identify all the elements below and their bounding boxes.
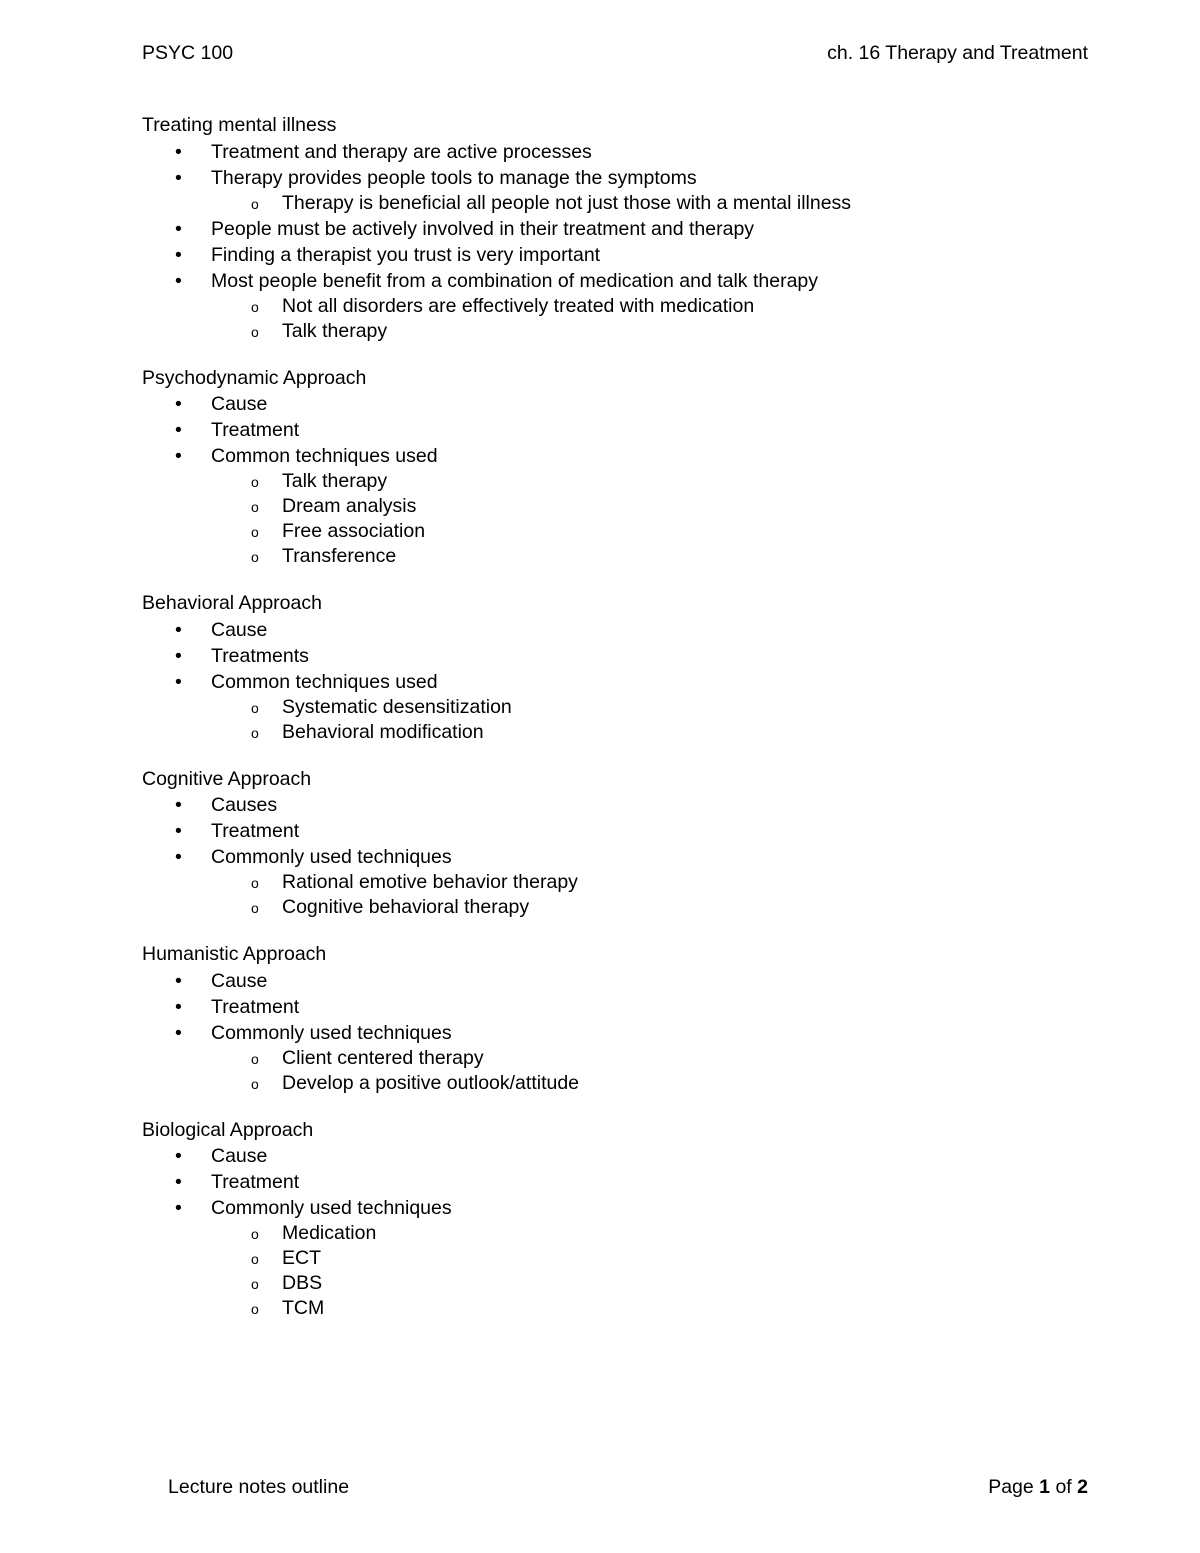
sub-bullet-text: Not all disorders are effectively treated with medication <box>282 294 755 317</box>
footer-label: Lecture notes outline <box>168 1476 350 1498</box>
sub-bullet-list <box>211 294 1088 344</box>
sub-bullet-text: Dream analysis <box>282 495 417 517</box>
sub-bullet-item <box>142 1221 1088 1246</box>
bullet-icon: • <box>175 166 182 189</box>
sub-bullet-icon: o <box>251 474 259 490</box>
sub-bullet-item <box>142 1046 1088 1071</box>
bullet-icon: • <box>175 217 182 240</box>
bullet-text: Treatments <box>211 644 309 667</box>
sub-bullet-icon: o <box>251 1226 259 1242</box>
sub-bullet-item <box>142 1271 1088 1296</box>
bullet-icon: • <box>175 644 182 667</box>
sub-bullet-text: Free association <box>282 520 426 542</box>
bullet-list <box>142 617 1088 745</box>
section-title: Humanistic Approach <box>142 943 327 965</box>
page-total: 2 <box>1077 1476 1088 1498</box>
bullet-item <box>142 643 1088 669</box>
bullet-text: Cause <box>211 393 268 415</box>
bullet-icon: • <box>175 1145 182 1167</box>
page-current: 1 <box>1039 1476 1051 1498</box>
sub-bullet-text: Medication <box>282 1222 377 1244</box>
sub-bullet-item <box>142 870 1088 895</box>
sub-bullet-list <box>211 695 1088 745</box>
bullet-item <box>142 268 1088 344</box>
sub-bullet-text: Therapy is beneficial all people not just those with a mental illness <box>282 191 852 214</box>
bullet-item <box>142 1195 1088 1321</box>
sub-bullet-item <box>142 1246 1088 1271</box>
page-prefix: Page <box>988 1476 1040 1498</box>
bullet-icon: • <box>175 1171 182 1193</box>
bullet-item <box>142 818 1088 844</box>
sub-bullet-list <box>211 191 1088 216</box>
chapter-title: ch. 16 Therapy and Treatment <box>827 42 1088 64</box>
bullet-text: Commonly used techniques <box>211 846 452 868</box>
sub-bullet-text: Client centered therapy <box>282 1046 484 1069</box>
sub-bullet-icon: o <box>251 549 259 565</box>
bullet-text: Commonly used techniques <box>211 1021 452 1044</box>
sub-bullet-text: TCM <box>282 1297 325 1319</box>
bullet-item <box>142 968 1088 994</box>
sub-bullet-icon: o <box>251 323 259 340</box>
bullet-icon: • <box>175 1197 182 1219</box>
bullet-item <box>142 242 1088 268</box>
outline-section <box>142 366 1088 570</box>
sub-bullet-icon: o <box>251 298 259 315</box>
bullet-list <box>142 391 1088 569</box>
bullet-item <box>142 165 1088 216</box>
sub-bullet-text: DBS <box>282 1272 323 1294</box>
bullet-text: Common techniques used <box>211 445 438 467</box>
section-title: Biological Approach <box>142 1118 314 1141</box>
sub-bullet-icon: o <box>251 875 259 891</box>
sub-bullet-item <box>142 895 1088 920</box>
sub-bullet-text: Rational emotive behavior therapy <box>282 871 578 893</box>
sub-bullet-text: Systematic desensitization <box>282 695 512 718</box>
bullet-text: Cause <box>211 1145 268 1167</box>
bullet-text: Causes <box>211 794 278 816</box>
sub-bullet-item <box>142 191 1088 216</box>
bullet-icon: • <box>175 618 182 641</box>
sub-bullet-text: Develop a positive outlook/attitude <box>282 1071 580 1094</box>
sub-bullet-item <box>142 695 1088 720</box>
bullet-text: Treatment <box>211 419 300 441</box>
sub-bullet-item <box>142 519 1088 544</box>
bullet-text: People must be actively involved in their treatment and therapy <box>211 217 755 240</box>
bullet-list <box>142 139 1088 344</box>
bullet-icon: • <box>175 995 182 1018</box>
sub-bullet-list <box>211 1221 1088 1321</box>
bullet-icon: • <box>175 670 182 693</box>
sub-bullet-icon: o <box>251 524 259 540</box>
bullet-text: Cause <box>211 618 268 641</box>
bullet-icon: • <box>175 846 182 868</box>
bullet-text: Treatment <box>211 995 300 1018</box>
bullet-icon: • <box>175 794 182 816</box>
bullet-item <box>142 1169 1088 1195</box>
bullet-item <box>142 792 1088 818</box>
bullet-item <box>142 216 1088 242</box>
sub-bullet-text: Behavioral modification <box>282 720 484 743</box>
bullet-icon: • <box>175 393 182 415</box>
bullet-icon: • <box>175 445 182 467</box>
bullet-item <box>142 1020 1088 1096</box>
sub-bullet-item <box>142 1296 1088 1321</box>
bullet-text: Treatment <box>211 820 300 842</box>
bullet-icon: • <box>175 1021 182 1044</box>
sub-bullet-item <box>142 544 1088 569</box>
bullet-list <box>142 1143 1088 1321</box>
bullet-item <box>142 617 1088 643</box>
bullet-text: Commonly used techniques <box>211 1197 452 1219</box>
sub-bullet-icon: o <box>251 699 259 716</box>
section-title: Behavioral Approach <box>142 592 322 614</box>
page-mid: of <box>1050 1476 1078 1498</box>
bullet-item <box>142 1143 1088 1169</box>
sub-bullet-icon: o <box>251 1276 259 1292</box>
sub-bullet-list <box>211 1046 1088 1096</box>
sub-bullet-text: ECT <box>282 1247 321 1269</box>
sub-bullet-item <box>142 319 1088 344</box>
bullet-text: Treatment <box>211 1171 300 1193</box>
sub-bullet-icon: o <box>251 1075 259 1092</box>
sub-bullet-list <box>211 469 1088 569</box>
sub-bullet-icon: o <box>251 900 259 916</box>
bullet-item <box>142 443 1088 569</box>
bullet-icon: • <box>175 269 182 292</box>
sub-bullet-icon: o <box>251 1301 259 1317</box>
sub-bullet-text: Cognitive behavioral therapy <box>282 896 530 918</box>
bullet-item <box>142 994 1088 1020</box>
outline-section <box>142 1118 1088 1322</box>
bullet-list <box>142 968 1088 1096</box>
page-header <box>142 42 1088 70</box>
sub-bullet-item <box>142 294 1088 319</box>
sub-bullet-icon: o <box>251 724 259 741</box>
page-footer <box>168 1476 1088 1504</box>
outline-section <box>142 767 1088 921</box>
sub-bullet-item <box>142 494 1088 519</box>
sub-bullet-icon: o <box>251 1251 259 1267</box>
bullet-icon: • <box>175 419 182 441</box>
sub-bullet-icon: o <box>251 499 259 515</box>
sub-bullet-item <box>142 720 1088 745</box>
bullet-text: Therapy provides people tools to manage the symptoms <box>211 166 697 189</box>
bullet-icon: • <box>175 243 182 266</box>
sub-bullet-item <box>142 1071 1088 1096</box>
outline-section <box>142 591 1088 745</box>
sub-bullet-text: Talk therapy <box>282 319 388 342</box>
bullet-item <box>142 391 1088 417</box>
bullet-icon: • <box>175 969 182 992</box>
bullet-text: Most people benefit from a combination of medication and talk therapy <box>211 269 819 292</box>
sub-bullet-text: Transference <box>282 545 397 567</box>
section-title: Cognitive Approach <box>142 767 312 790</box>
bullet-text: Finding a therapist you trust is very important <box>211 243 601 266</box>
bullet-text: Common techniques used <box>211 670 438 693</box>
sub-bullet-item <box>142 469 1088 494</box>
bullet-item <box>142 139 1088 165</box>
sub-bullet-icon: o <box>251 1050 259 1067</box>
outline-section <box>142 942 1088 1096</box>
section-title: Psychodynamic Approach <box>142 366 367 389</box>
sub-bullet-icon: o <box>251 195 259 212</box>
bullet-list <box>142 792 1088 920</box>
page-number <box>988 1476 1088 1499</box>
bullet-item <box>142 844 1088 920</box>
outline-content <box>142 113 1088 1343</box>
bullet-text: Cause <box>211 969 268 992</box>
outline-section <box>142 113 1088 344</box>
course-code: PSYC 100 <box>142 42 234 64</box>
section-title: Treating mental illness <box>142 114 337 136</box>
bullet-icon: • <box>175 140 182 163</box>
sub-bullet-text: Talk therapy <box>282 470 388 492</box>
bullet-item <box>142 669 1088 745</box>
bullet-item <box>142 417 1088 443</box>
bullet-text: Treatment and therapy are active processes <box>211 140 592 163</box>
bullet-icon: • <box>175 820 182 842</box>
sub-bullet-list <box>211 870 1088 920</box>
